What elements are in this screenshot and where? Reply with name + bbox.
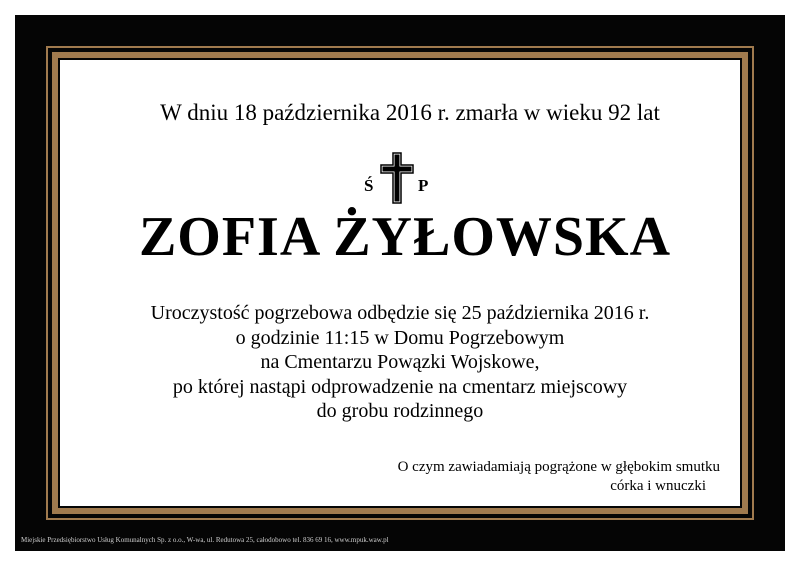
- funeral-details-line: do grobu rodzinnego: [316, 400, 484, 422]
- family-signature: córka i wnuczki: [610, 478, 706, 494]
- deceased-name: ZOFIA ŻYŁOWSKA: [138, 206, 672, 268]
- closing-block: [398, 458, 720, 496]
- death-announcement: W dniu 18 października 2016 r. zmarła w wieku 92 lat: [160, 100, 660, 125]
- funeral-details-line: na Cmentarzu Powązki Wojskowe,: [260, 351, 540, 373]
- sp-left-letter: Ś: [364, 176, 374, 195]
- funeral-details: [60, 301, 740, 424]
- notice-card: [60, 60, 740, 506]
- funeral-details-line: po której nastąpi odprowadzenie na cmentarz miejscowy: [172, 375, 628, 398]
- funeral-details-line: o godzinie 11:15 w Domu Pogrzebowym: [235, 326, 565, 349]
- cross-icon: [380, 152, 414, 204]
- obituary-notice: [15, 15, 785, 551]
- footer-company-info: Miejskie Przedsiębiorstwo Usług Komunalnych Sp. z o.o., W-wa, ul. Redutowa 25, całodobowo tel. 836 69 16, www.mpuk.waw.pl: [21, 536, 389, 544]
- sp-right-letter: P: [418, 176, 429, 195]
- funeral-details-line: Uroczystość pogrzebowa odbędzie się 25 października 2016 r.: [150, 302, 650, 324]
- cross-row: [60, 152, 740, 202]
- closing-text: O czym zawiadamiają pogrążone w głębokim smutku: [397, 459, 720, 475]
